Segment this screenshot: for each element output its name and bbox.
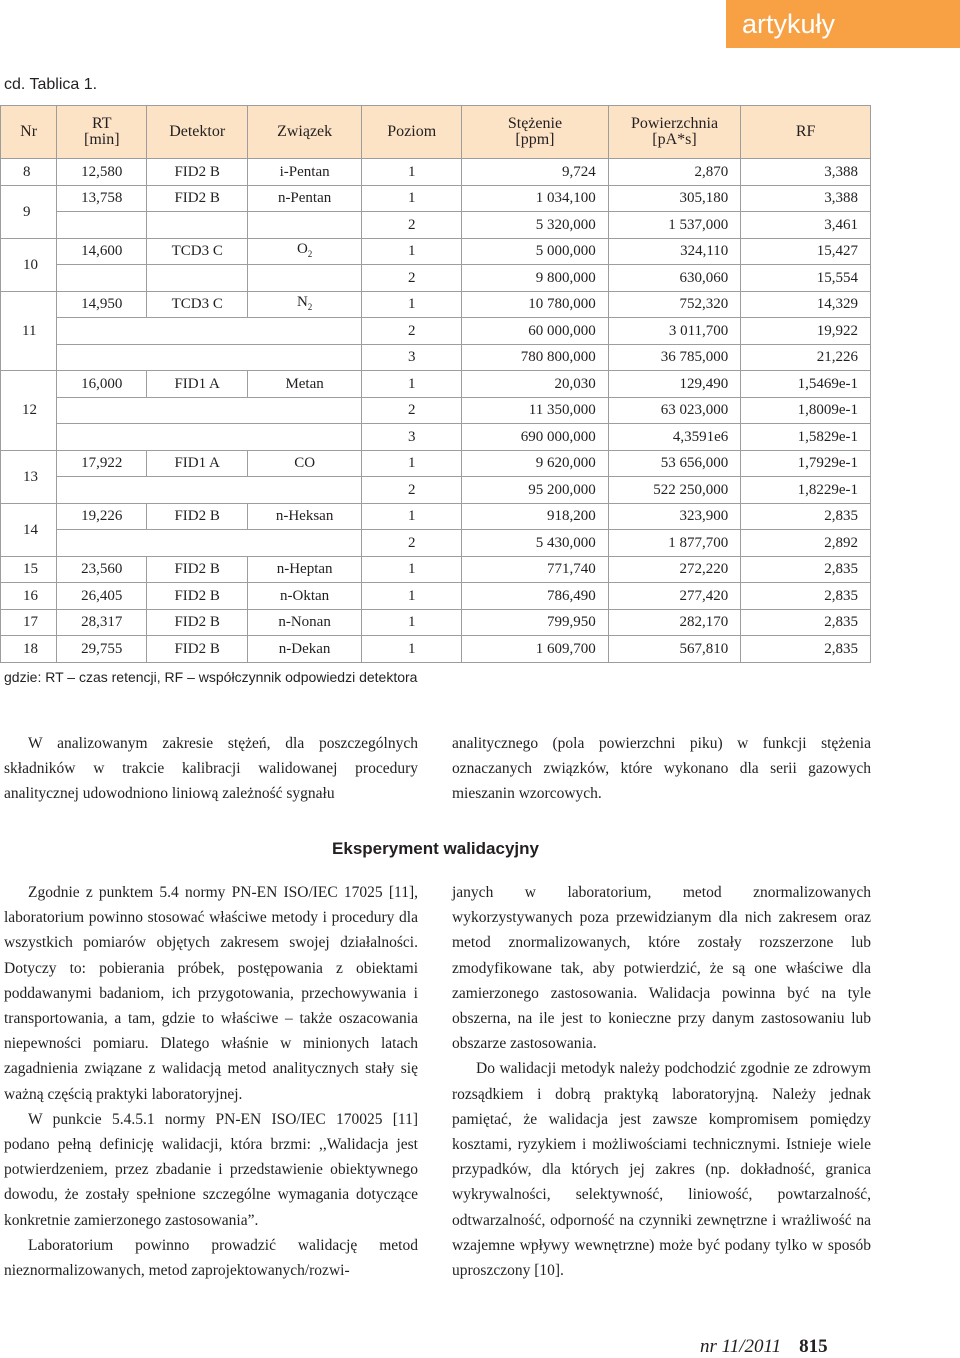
cell-zwiazek — [248, 265, 362, 292]
cell-empty — [57, 318, 362, 345]
cell-powierzchnia: 324,110 — [608, 238, 741, 265]
cell-zwiazek: i-Pentan — [248, 159, 362, 186]
cell-poziom: 1 — [362, 185, 462, 212]
cell-rf: 3,388 — [741, 159, 871, 186]
table-header-row — [1, 106, 871, 159]
cell-powierzchnia: 1 537,000 — [608, 212, 741, 239]
header-rf: RF — [741, 106, 871, 159]
table-row — [1, 477, 871, 504]
cell-rt: 14,600 — [57, 238, 147, 265]
cell-poziom: 2 — [362, 212, 462, 239]
table-row — [1, 291, 871, 318]
cell-poziom: 1 — [362, 503, 462, 530]
cell-detektor: FID2 B — [147, 503, 248, 530]
cell-detektor: FID1 A — [147, 371, 248, 398]
cell-zwiazek: CO — [248, 450, 362, 477]
cell-poziom: 1 — [362, 609, 462, 636]
cell-rt: 23,560 — [57, 556, 147, 583]
table-row — [1, 609, 871, 636]
cell-stezenie: 5 320,000 — [462, 212, 609, 239]
header-poziom: Poziom — [362, 106, 462, 159]
cell-powierzchnia: 567,810 — [608, 636, 741, 663]
cell-detektor: FID2 B — [147, 185, 248, 212]
table-caption: cd. Tablica 1. — [4, 76, 98, 93]
cell-empty — [57, 477, 362, 504]
compound-subscript: 2 — [307, 301, 313, 312]
cell-powierzchnia: 305,180 — [608, 185, 741, 212]
table-row — [1, 450, 871, 477]
cell-stezenie: 780 800,000 — [462, 344, 609, 371]
body-paragraph: janych w laboratorium, metod znormalizowanych wykorzystywanych poza przewidzianym dla nich zakresem oraz metod znormalizowanych, które zostały rozszerzone lub zmodyfikowane tak, aby potwierdzić, że są one właściwe dla zamierzonego zastosowania. Walidacja powinna być na tyle obszerna, na ile jest to konieczne przy danym zastosowaniu lub obszarze zastosowania. — [452, 884, 871, 1053]
cell-powierzchnia: 63 023,000 — [608, 397, 741, 424]
cell-zwiazek — [248, 291, 362, 318]
compound-symbol: N — [296, 293, 308, 310]
cell-rf: 1,8009e-1 — [741, 397, 871, 424]
header-detektor: Detektor — [147, 106, 248, 159]
cell-powierzchnia: 272,220 — [608, 556, 741, 583]
body-paragraph: W punkcie 5.4.5.1 normy PN-EN ISO/IEC 170025 [11] podano pełną definicję walidacji, która brzmi: ,,Walidacja jest potwierdzeniem, przez zbadanie i przedstawienie obiektywnego dowodu, że zostały spełnione szczególne wymagania dotyczące konkretnie zamierzonego zastosowania”. — [4, 1110, 418, 1229]
cell-rf: 2,892 — [741, 530, 871, 557]
issue-label: nr 11/2011 — [700, 1336, 782, 1357]
compound-subscript: 2 — [307, 248, 313, 259]
cell-rf: 1,7929e-1 — [741, 450, 871, 477]
cell-empty — [57, 344, 362, 371]
cell-rf: 2,835 — [741, 609, 871, 636]
cell-poziom: 1 — [362, 238, 462, 265]
table-row — [1, 238, 871, 265]
cell-stezenie: 771,740 — [462, 556, 609, 583]
cell-powierzchnia: 277,420 — [608, 583, 741, 610]
cell-rt: 14,950 — [57, 291, 147, 318]
body-paragraph: Do walidacji metodyk należy podchodzić zgodnie ze zdrowym rozsądkiem i dobrą praktyką laboratoryjną. Należy jednak pamiętać, że walidacja jest zawsze kompromisem pomiędzy kosztami, ryzykiem i możliwościami technicznymi. Istnieje wiele przypadków, dla których jej zakres (np. dokładność, granica wykrywalności, selektywność, liniowość, powtarzalność, odtwarzalność, odporność na czynniki zewnętrzne i wrażliwość na wzajemne wpływy wewnętrzne) może być podany tylko w sposób uproszczony [10]. — [452, 1060, 871, 1280]
cell-empty — [57, 530, 362, 557]
cell-poziom: 3 — [362, 344, 462, 371]
page-number: 815 — [799, 1336, 828, 1357]
cell-poziom: 1 — [362, 371, 462, 398]
cell-powierzchnia: 282,170 — [608, 609, 741, 636]
table-row — [1, 265, 871, 292]
cell-powierzchnia: 1 877,700 — [608, 530, 741, 557]
cell-zwiazek: Metan — [248, 371, 362, 398]
cell-rt: 16,000 — [57, 371, 147, 398]
table-row — [1, 636, 871, 663]
cell-rt: 29,755 — [57, 636, 147, 663]
cell-poziom: 2 — [362, 530, 462, 557]
cell-nr: 12 — [1, 371, 57, 451]
cell-nr: 17 — [1, 609, 57, 636]
cell-powierzchnia: 2,870 — [608, 159, 741, 186]
cell-rf: 2,835 — [741, 583, 871, 610]
cell-poziom: 1 — [362, 159, 462, 186]
cell-rf: 15,554 — [741, 265, 871, 292]
cell-nr: 15 — [1, 556, 57, 583]
cell-rf: 2,835 — [741, 503, 871, 530]
cell-stezenie: 10 780,000 — [462, 291, 609, 318]
cell-stezenie: 9 800,000 — [462, 265, 609, 292]
cell-poziom: 1 — [362, 583, 462, 610]
body-paragraph: Laboratorium powinno prowadzić walidację metod nieznormalizowanych, metod zaprojektowanych/rozwi- — [4, 1236, 418, 1280]
cell-rf: 3,388 — [741, 185, 871, 212]
cell-powierzchnia: 752,320 — [608, 291, 741, 318]
header-powierzchnia: Powierzchnia [pA*s] — [608, 106, 741, 159]
cell-zwiazek: n-Heptan — [248, 556, 362, 583]
cell-nr: 16 — [1, 583, 57, 610]
cell-powierzchnia: 4,3591e6 — [608, 424, 741, 451]
cell-powierzchnia: 3 011,700 — [608, 318, 741, 345]
cell-rt: 13,758 — [57, 185, 147, 212]
cell-stezenie: 1 034,100 — [462, 185, 609, 212]
cell-stezenie: 918,200 — [462, 503, 609, 530]
table-body — [1, 159, 871, 663]
intro-left-column — [4, 731, 418, 807]
cell-detektor — [147, 265, 248, 292]
intro-right-column — [452, 731, 871, 807]
cell-detektor: FID2 B — [147, 159, 248, 186]
cell-poziom: 2 — [362, 397, 462, 424]
cell-zwiazek: n-Dekan — [248, 636, 362, 663]
cell-powierzchnia: 630,060 — [608, 265, 741, 292]
table-footnote: gdzie: RT – czas retencji, RF – współczynnik odpowiedzi detektora — [4, 669, 418, 685]
cell-rf: 2,835 — [741, 636, 871, 663]
cell-stezenie: 60 000,000 — [462, 318, 609, 345]
cell-nr: 9 — [1, 185, 57, 238]
cell-stezenie: 1 609,700 — [462, 636, 609, 663]
table-row — [1, 185, 871, 212]
cell-rf: 14,329 — [741, 291, 871, 318]
cell-poziom: 2 — [362, 265, 462, 292]
section-badge: artykuły — [726, 0, 960, 48]
table-row — [1, 159, 871, 186]
body-left-column — [4, 880, 418, 1283]
cell-poziom: 2 — [362, 318, 462, 345]
cell-detektor — [147, 212, 248, 239]
cell-stezenie: 786,490 — [462, 583, 609, 610]
cell-rf: 1,8229e-1 — [741, 477, 871, 504]
cell-powierzchnia: 53 656,000 — [608, 450, 741, 477]
cell-nr: 11 — [1, 291, 57, 371]
intro-right-paragraph: analitycznego (pola powierzchni piku) w funkcji stężenia oznaczanych związków, które wykonano dla serii gazowych mieszanin wzorcowych. — [452, 735, 871, 803]
section-heading: Eksperyment walidacyjny — [332, 839, 539, 858]
table-row — [1, 344, 871, 371]
cell-detektor: FID1 A — [147, 450, 248, 477]
header-stezenie: Stężenie [ppm] — [462, 106, 609, 159]
cell-powierzchnia: 323,900 — [608, 503, 741, 530]
cell-stezenie: 9,724 — [462, 159, 609, 186]
cell-poziom: 3 — [362, 424, 462, 451]
cell-zwiazek: n-Pentan — [248, 185, 362, 212]
cell-nr: 13 — [1, 450, 57, 503]
intro-left-paragraph: W analizowanym zakresie stężeń, dla poszczególnych składników w trakcie kalibracji walidowanej procedury analitycznej udowodniono liniową zależność sygnału — [4, 735, 418, 803]
cell-rt — [57, 265, 147, 292]
compound-symbol: O — [296, 240, 308, 257]
cell-rf: 3,461 — [741, 212, 871, 239]
cell-detektor: FID2 B — [147, 583, 248, 610]
cell-rf: 15,427 — [741, 238, 871, 265]
cell-poziom: 1 — [362, 291, 462, 318]
table-row — [1, 530, 871, 557]
cell-detektor: FID2 B — [147, 556, 248, 583]
cell-rt: 28,317 — [57, 609, 147, 636]
cell-zwiazek: n-Oktan — [248, 583, 362, 610]
header-nr: Nr — [1, 106, 57, 159]
table-row — [1, 424, 871, 451]
cell-stezenie: 799,950 — [462, 609, 609, 636]
cell-nr: 8 — [1, 159, 57, 186]
cell-zwiazek — [248, 238, 362, 265]
cell-nr: 14 — [1, 503, 57, 556]
cell-rt: 26,405 — [57, 583, 147, 610]
cell-detektor: TCD3 C — [147, 291, 248, 318]
body-right-column — [452, 880, 871, 1283]
cell-rf: 21,226 — [741, 344, 871, 371]
cell-stezenie: 20,030 — [462, 371, 609, 398]
cell-poziom: 1 — [362, 636, 462, 663]
cell-rf: 19,922 — [741, 318, 871, 345]
data-table — [0, 105, 871, 663]
cell-stezenie: 11 350,000 — [462, 397, 609, 424]
cell-stezenie: 9 620,000 — [462, 450, 609, 477]
cell-detektor: TCD3 C — [147, 238, 248, 265]
cell-rt: 12,580 — [57, 159, 147, 186]
cell-rf: 1,5469e-1 — [741, 371, 871, 398]
table-row — [1, 371, 871, 398]
cell-zwiazek: n-Nonan — [248, 609, 362, 636]
cell-stezenie: 5 430,000 — [462, 530, 609, 557]
cell-detektor: FID2 B — [147, 636, 248, 663]
cell-poziom: 1 — [362, 556, 462, 583]
cell-nr: 18 — [1, 636, 57, 663]
cell-stezenie: 5 000,000 — [462, 238, 609, 265]
table-row — [1, 397, 871, 424]
cell-empty — [57, 424, 362, 451]
cell-rt: 17,922 — [57, 450, 147, 477]
table-row — [1, 556, 871, 583]
cell-zwiazek: n-Heksan — [248, 503, 362, 530]
cell-rt: 19,226 — [57, 503, 147, 530]
cell-rf: 2,835 — [741, 556, 871, 583]
cell-poziom: 1 — [362, 450, 462, 477]
cell-powierzchnia: 522 250,000 — [608, 477, 741, 504]
cell-powierzchnia: 36 785,000 — [608, 344, 741, 371]
cell-nr: 10 — [1, 238, 57, 291]
cell-stezenie: 690 000,000 — [462, 424, 609, 451]
table-row — [1, 503, 871, 530]
cell-zwiazek — [248, 212, 362, 239]
cell-poziom: 2 — [362, 477, 462, 504]
cell-powierzchnia: 129,490 — [608, 371, 741, 398]
cell-empty — [57, 397, 362, 424]
cell-detektor: FID2 B — [147, 609, 248, 636]
header-rt: RT [min] — [57, 106, 147, 159]
table-row — [1, 212, 871, 239]
cell-stezenie: 95 200,000 — [462, 477, 609, 504]
table-row — [1, 318, 871, 345]
cell-rt — [57, 212, 147, 239]
table-row — [1, 583, 871, 610]
cell-rf: 1,5829e-1 — [741, 424, 871, 451]
header-zwiazek: Związek — [248, 106, 362, 159]
body-paragraph: Zgodnie z punktem 5.4 normy PN-EN ISO/IEC 17025 [11], laboratorium powinno stosować właściwe metody i procedury dla wszystkich pomiarów objętych zakresem swojej działalności. Dotyczy to: pobierania próbek, postępowania z obiektami poddawanymi badaniom, ich przygotowania, przechowywania i transportowania, a tam, gdzie to właściwe – także oszacowania niepewności pomiaru. Dlatego właśnie w minionych latach zagadnienia związane z walidacją metod analitycznych stały się ważną częścią praktyki laboratoryjnej. — [4, 884, 418, 1103]
